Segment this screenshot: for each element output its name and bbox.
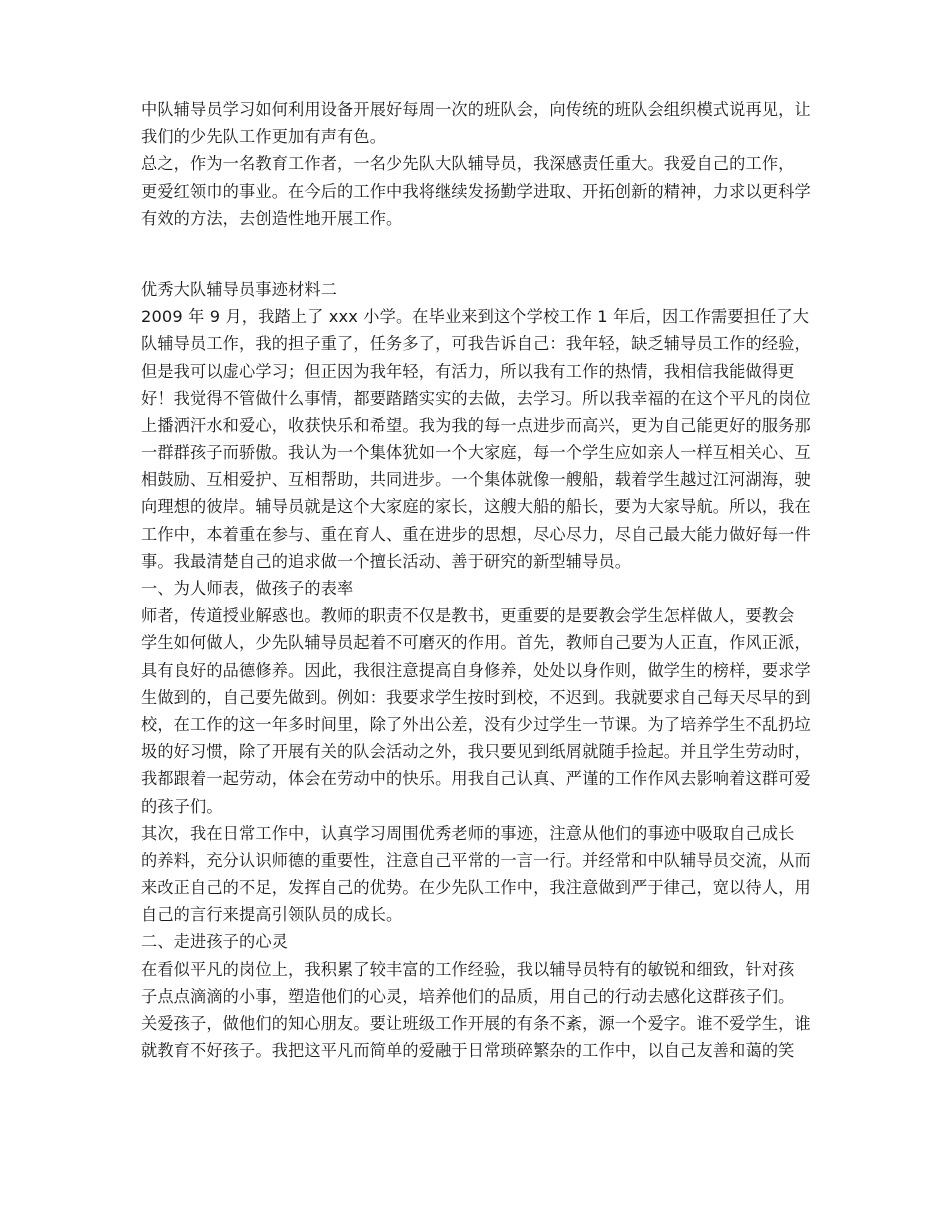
paragraph-role-model bbox=[141, 602, 813, 820]
text-line: 相鼓励、互相爱护、互相帮助，共同进步。一个集体就像一艘船，载着学生越过江河湖海，驶 bbox=[141, 470, 811, 490]
text-line: 自己的言行来提高引领队员的成长。 bbox=[141, 905, 403, 925]
text-line: 在看似平凡的岗位上，我积累了较丰富的工作经验，我以辅导员特有的敏锐和细致，针对孩 bbox=[141, 959, 795, 979]
subheading-one bbox=[141, 575, 813, 602]
text-line: 好！我觉得不管做什么事情，都要踏踏实实的去做，去学习。所以我幸福的在这个平凡的岗位 bbox=[141, 388, 811, 408]
text-line: 更爱红领巾的事业。在今后的工作中我将继续发扬勤学进取、开拓创新的精神，力求以更科学 bbox=[141, 181, 811, 201]
text-line: 中队辅导员学习如何利用设备开展好每周一次的班队会，向传统的班队会组织模式说再见，让 bbox=[141, 100, 811, 119]
document-body bbox=[141, 96, 813, 1064]
text-line: 关爱孩子，做他们的知心朋友。要让班级工作开展的有条不紊，源一个爱字。谁不爱学生，谁 bbox=[141, 1014, 811, 1033]
text-line: 工作中，本着重在参与、重在育人、重在进步的思想，尽心尽力，尽自己最大能力做好每一件 bbox=[141, 524, 811, 544]
subheading-text: 二、走进孩子的心灵 bbox=[141, 932, 289, 952]
text-line: 的孩子们。 bbox=[141, 796, 223, 816]
section-title bbox=[141, 276, 813, 303]
paragraph-heart bbox=[141, 956, 813, 1065]
text-line: 师者，传道授业解惑也。教师的职责不仅是教书，更重要的是要教会学生怎样做人，要教会 bbox=[141, 606, 795, 626]
text-line: 生做到的，自己要先做到。例如：我要求学生按时到校，不迟到。我就要求自己每天尽早的到 bbox=[141, 687, 811, 707]
subheading-text: 一、为人师表，做孩子的表率 bbox=[141, 579, 354, 598]
paragraph-learning bbox=[141, 820, 813, 929]
text-line: 总之，作为一名教育工作者，一名少先队大队辅导员，我深感责任重大。我爱自己的工作， bbox=[141, 154, 795, 174]
text-line: 上播洒汗水和爱心，收获快乐和希望。我为我的每一点进步而高兴，更为自己能更好的服务那 bbox=[141, 415, 811, 435]
paragraph-summary bbox=[141, 150, 813, 232]
text-line: 队辅导员工作，我的担子重了，任务多了，可我告诉自己：我年轻，缺乏辅导员工作的经验， bbox=[141, 334, 811, 354]
text-line: 一群群孩子而骄傲。我认为一个集体犹如一个大家庭，每一个学生应如亲人一样互相关心、互 bbox=[141, 443, 811, 463]
text-line: 子点点滴滴的小事，塑造他们的心灵，培养他们的品质，用自己的行动去感化这群孩子们。 bbox=[141, 986, 795, 1006]
text-line: 圾的好习惯，除了开展有关的队会活动之外，我只要见到纸屑就随手捡起。并且学生劳动时， bbox=[141, 742, 811, 762]
subheading-two bbox=[141, 928, 813, 955]
text-line: 但是我可以虚心学习；但正因为我年轻，有活力，所以我有工作的热情，我相信我能做得更 bbox=[141, 361, 795, 381]
text-line: 来改正自己的不足，发挥自己的优势。在少先队工作中，我注意做到严于律己，宽以待人，用 bbox=[141, 878, 811, 898]
text-line: 具有良好的品德修养。因此，我很注意提高自身修养，处处以身作则，做学生的榜样，要求学 bbox=[141, 660, 811, 680]
text-line: 我们的少先队工作更加有声有色。 bbox=[141, 127, 387, 147]
text-line: 学生如何做人，少先队辅导员起着不可磨灭的作用。首先，教师自己要为人正直，作风正派， bbox=[141, 633, 811, 653]
text-line: 我都跟着一起劳动，体会在劳动中的快乐。用我自己认真、严谨的工作作风去影响着这群可爱 bbox=[141, 769, 811, 789]
text-line: 就教育不好孩子。我把这平凡而简单的爱融于日常琐碎繁杂的工作中，以自己友善和蔼的笑 bbox=[141, 1041, 795, 1061]
text-line: 校，在工作的这一年多时间里，除了外出公差，没有少过学生一节课。为了培养学生不乱扔垃 bbox=[141, 714, 811, 734]
text-line: 事。我最清楚自己的追求做一个擅长活动、善于研究的新型辅导员。 bbox=[141, 551, 632, 571]
paragraph-main bbox=[141, 303, 813, 575]
text-line: 其次，我在日常工作中，认真学习周围优秀老师的事迹，注意从他们的事迹中吸取自己成长 bbox=[141, 823, 795, 843]
paragraph-intro-continuation bbox=[141, 96, 813, 150]
section-title-text: 优秀大队辅导员事迹材料二 bbox=[141, 279, 338, 299]
text-line: 有效的方法，去创造性地开展工作。 bbox=[141, 208, 403, 228]
text-line: 的养料，充分认识师德的重要性，注意自己平常的一言一行。并经常和中队辅导员交流，从而 bbox=[141, 850, 811, 870]
text-line: 2009 年 9 月，我踏上了 xxx 小学。在毕业来到这个学校工作 1 年后，因工作需要担任了大 bbox=[141, 307, 810, 327]
text-line: 向理想的彼岸。辅导员就是这个大家庭的家长，这艘大船的船长，要为大家导航。所以，我在 bbox=[141, 497, 811, 517]
section-spacer bbox=[141, 232, 813, 276]
